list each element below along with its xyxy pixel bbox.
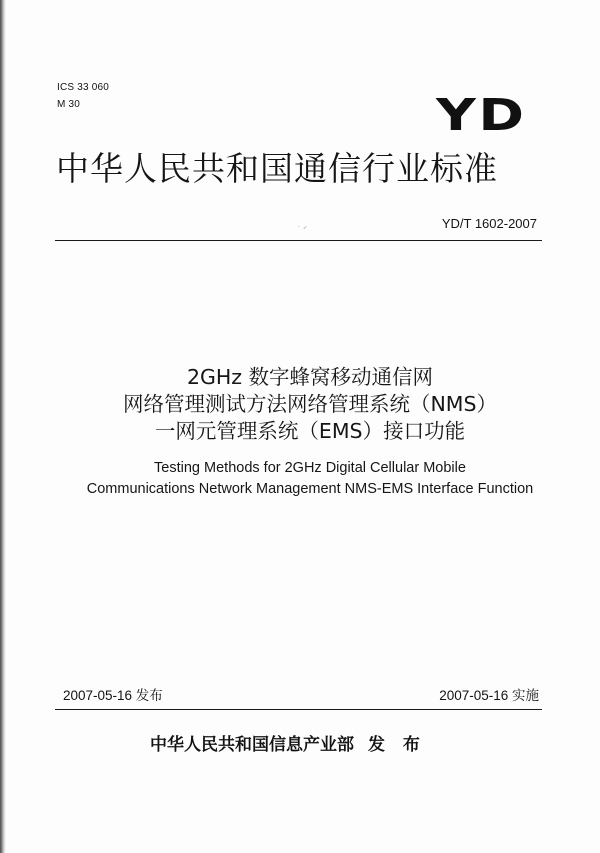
chinese-title — [40, 364, 580, 445]
issuer-action: 发 布 — [368, 735, 426, 755]
implementation-date: 2007-05-16 实施 — [439, 688, 539, 703]
classification-codes — [57, 79, 109, 113]
standard-category-title: 中华人民共和国通信行业标准 — [56, 149, 498, 188]
issuer-name: 中华人民共和国信息产业部 — [150, 735, 354, 755]
issuing-authority — [150, 734, 426, 756]
scan-edge — [0, 0, 6, 853]
chinese-title-line: 网络管理测试方法网络管理系统（NMS） — [122, 392, 498, 416]
english-title — [40, 458, 580, 500]
footer-rule — [55, 709, 542, 710]
standard-number: YD/T 1602-2007 — [441, 216, 537, 231]
yd-logo: YD — [436, 90, 527, 141]
issue-date: 2007-05-16 发布 — [63, 688, 163, 703]
ccs-code: M 30 — [57, 99, 81, 110]
english-title-line: Communications Network Management NMS-EMS Interface Function — [86, 481, 534, 497]
chinese-title-line: 一网元管理系统（EMS）接口功能 — [154, 419, 466, 443]
ics-code: ICS 33 060 — [57, 82, 110, 93]
chinese-title-line: 2GHz 数字蜂窝移动通信网 — [186, 365, 434, 389]
english-title-line: Testing Methods for 2GHz Digital Cellular Mobile — [154, 460, 466, 476]
header-rule — [55, 240, 542, 241]
scan-specks: ˙ ⸍ — [298, 225, 307, 234]
